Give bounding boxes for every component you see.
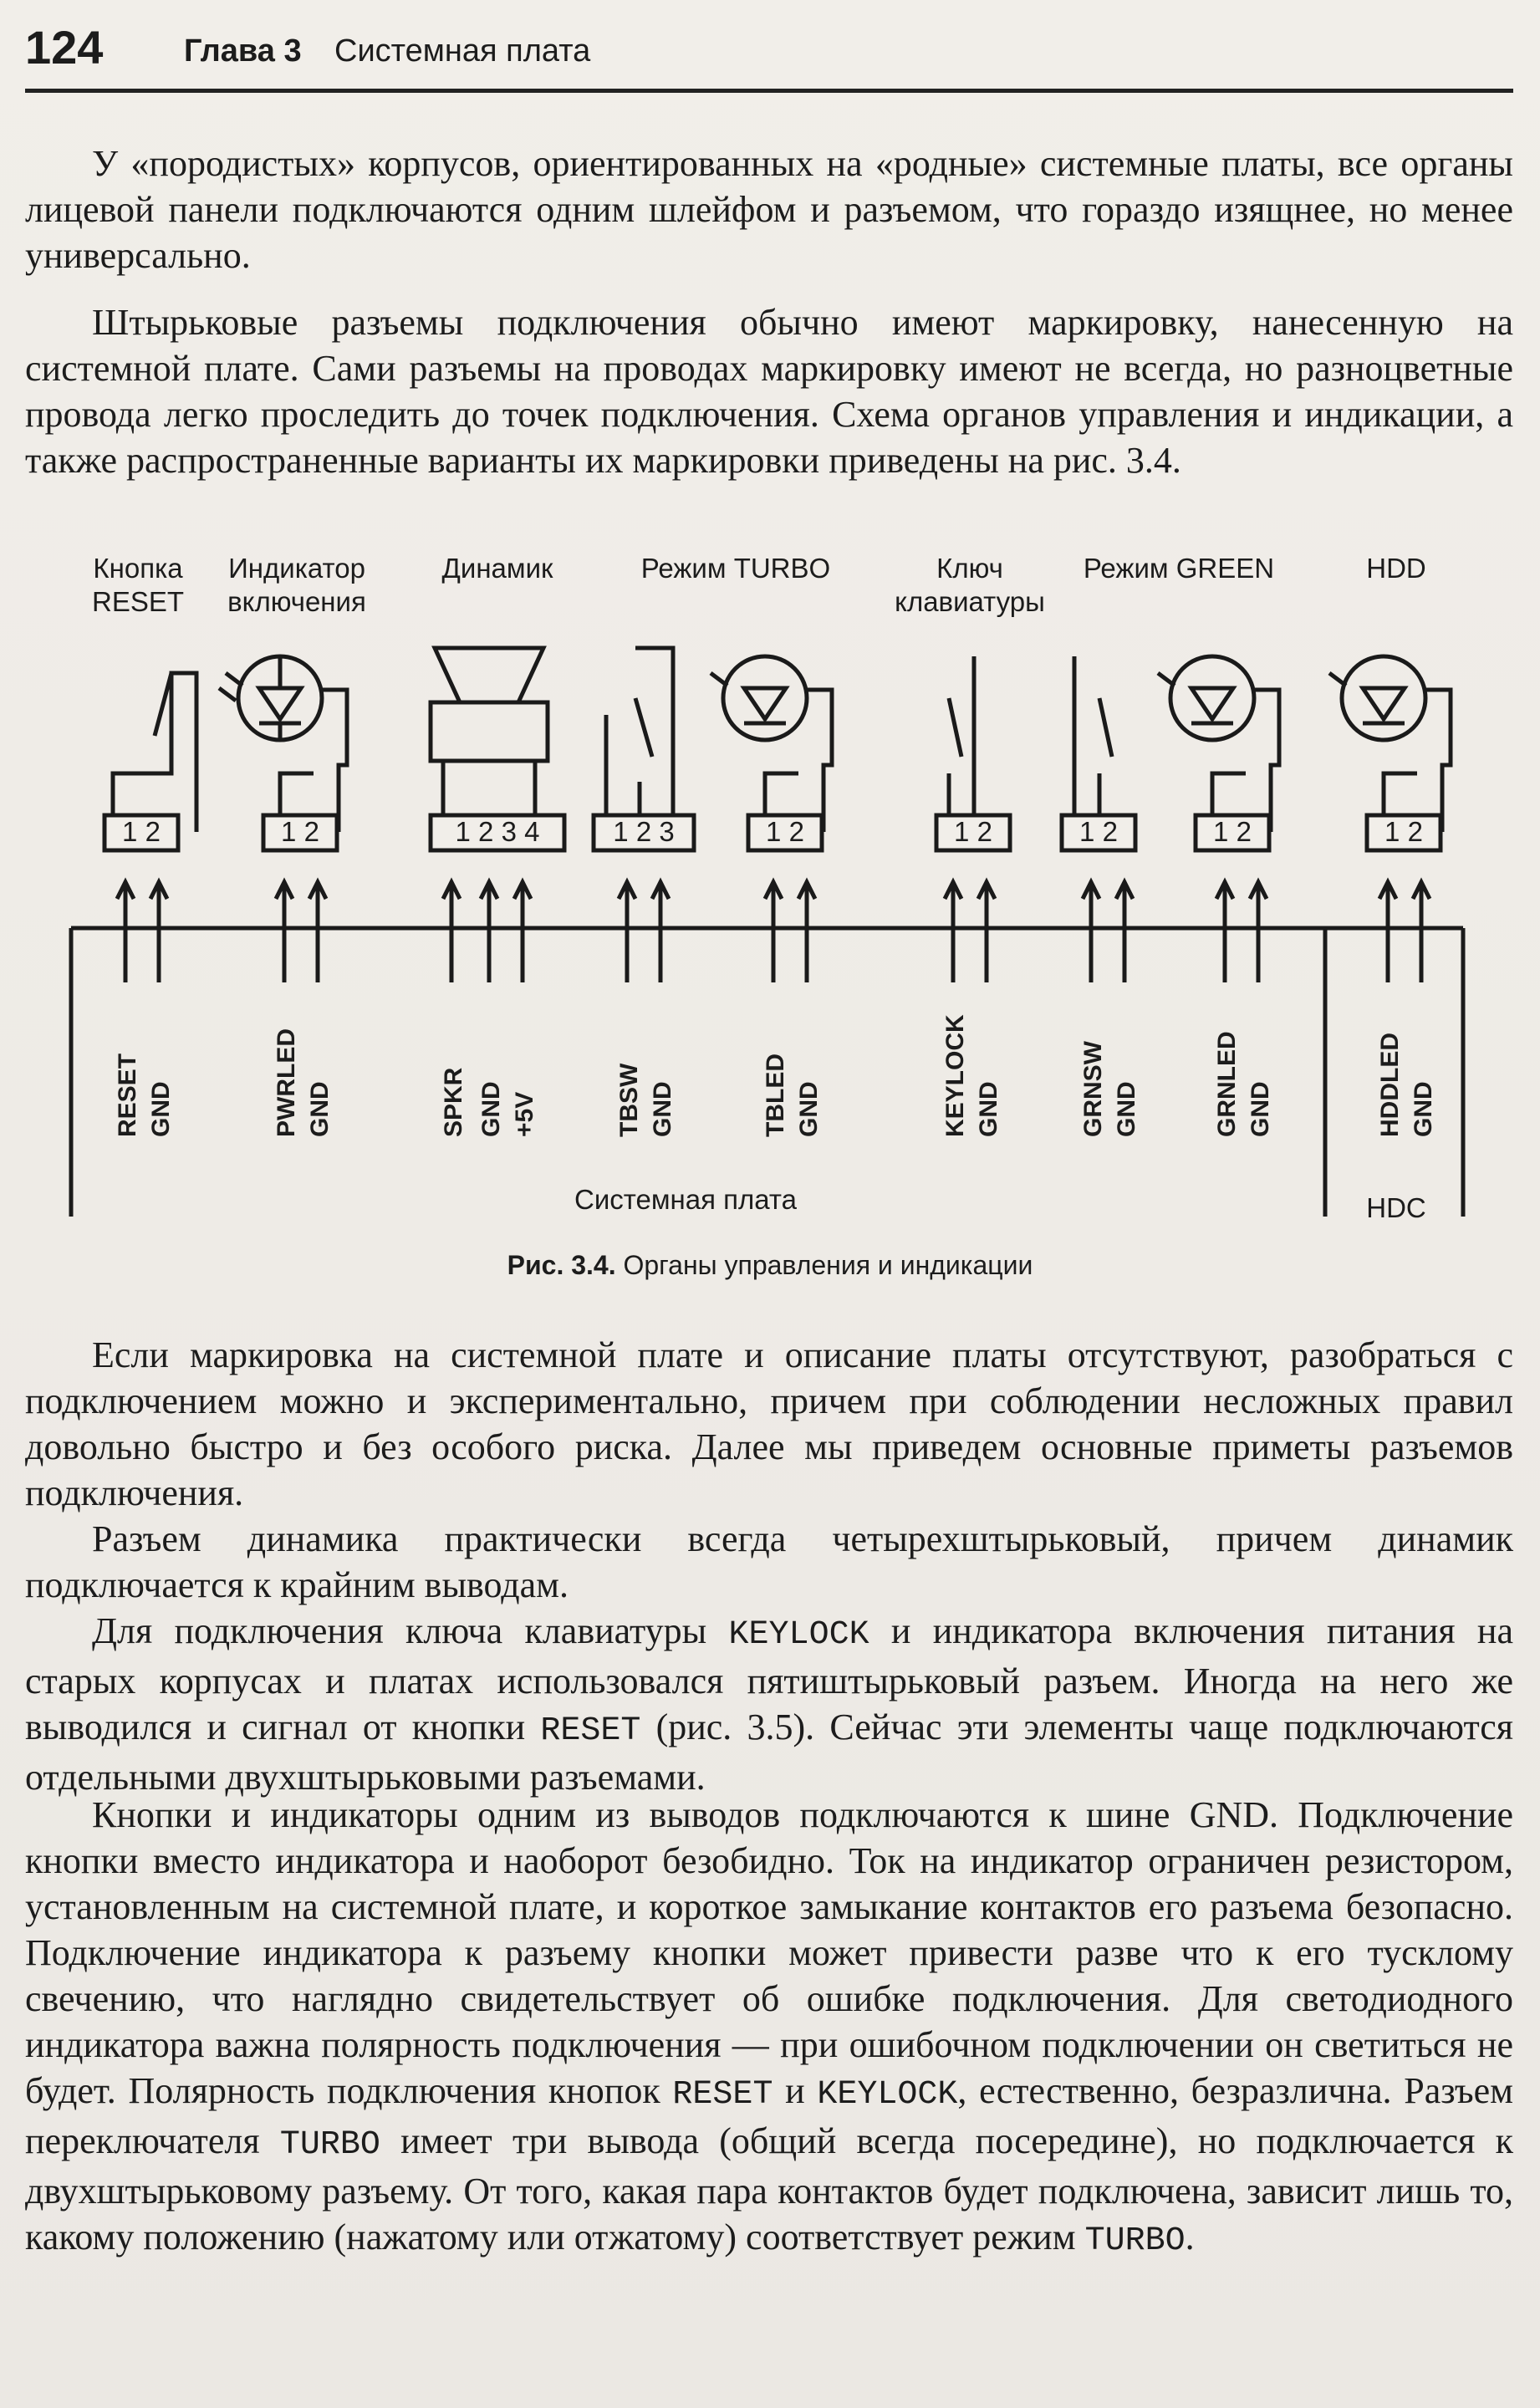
signal-label: GND [1410, 1081, 1437, 1137]
label-speaker-title: Динамик [441, 553, 553, 584]
signal-label: GND [649, 1081, 676, 1137]
paragraph-1: У «породистых» корпусов, ориентированных на «родные» системные платы, все органы лицевой панели подключаются одним шлейфом и разъемом, что гораздо изящнее, но менее универсально. [25, 143, 1513, 276]
board-label: Системная плата [574, 1184, 797, 1215]
hdc-label: HDC [1366, 1192, 1426, 1223]
signal-label: RESET [114, 1053, 141, 1137]
caption-number: Рис. 3.4. [507, 1250, 616, 1280]
signal-label: GND [975, 1081, 1002, 1137]
label-hdd-title: HDD [1366, 553, 1426, 584]
signal-label: SPKR [440, 1067, 467, 1137]
paragraph-6: Кнопки и индикаторы одним из выводов подключаются к шине GND. Подключение кнопки вместо индикатора и наоборот безобидно. Ток на индикатор ограничен резистором, установленным на системной плате, и короткое замыкание контактов его разъема безопасно. Подключение индикатора к разъему кнопки может привести разве что к его тусклому свечению, что наглядно свидетельствует об ошибке подключения. Для светодиодного индикатора важна полярность подключения — при ошибочном подключении он светиться не будет. Полярность подключения кнопок RESET и KEYLOCK, естественно, безразлична. Разъем переключателя TURBO имеет три вывода (общий всегда посередине), но подключается к двухштырьковому разъему. От того, какая пара контактов будет подключена, зависит лишь то, какому положению (нажатому или отжатому) соответствует режим TURBO. [25, 1794, 1513, 2260]
chapter-title: Системная плата [334, 33, 591, 69]
pin-numbers-speaker: 1 2 3 4 [455, 816, 540, 847]
figure-caption [0, 1250, 1540, 1281]
label-turbo-title: Режим TURBO [640, 553, 831, 584]
signal-label: TBLED [762, 1054, 789, 1137]
label-keylock-title: Ключ клавиатуры [895, 553, 1045, 617]
chapter-label: Глава 3 [184, 33, 302, 69]
signal-label: GND [1113, 1081, 1140, 1137]
caption-text: Органы управления и индикации [615, 1250, 1033, 1280]
page-number: 124 [25, 21, 104, 74]
signal-label: GRNLED [1213, 1031, 1241, 1137]
signal-label: HDDLED [1376, 1033, 1404, 1137]
signal-label: PWRLED [273, 1028, 300, 1137]
paragraph-3: Если маркировка на системной плате и описание платы отсутствуют, разобраться с подключением можно и экспериментально, причем при соблюдении несложных правил довольно быстро и без особого риска. Далее мы приведем основные приметы разъемов подключения. [25, 1334, 1513, 1513]
pin-numbers-turbo: 1 2 3 [613, 816, 675, 847]
pin-numbers-turbo-led: 1 2 [766, 816, 804, 847]
pin-numbers-reset: 1 2 [122, 816, 161, 847]
signal-label: GND [147, 1081, 175, 1137]
signal-label: +5V [511, 1091, 538, 1137]
label-green-title: Режим GREEN [1083, 553, 1275, 584]
header-rule [25, 89, 1513, 93]
pin-numbers-green-switch: 1 2 [1079, 816, 1118, 847]
signal-label: GND [477, 1081, 505, 1137]
signal-label: TBSW [615, 1063, 643, 1137]
connector-diagram [50, 548, 1488, 1250]
pin-numbers-keylock: 1 2 [954, 816, 992, 847]
signal-label: GND [306, 1081, 334, 1137]
paragraph-5: Для подключения ключа клавиатуры KEYLOCK и индикатора включения питания на старых корпусах и платах использовался пятиштырьковый разъем. Иногда на него же выводился и сигнал от кнопки RESET (рис. 3.5). Сейчас эти элементы чаще подключаются отдельными двухштырьковыми разъемами. [25, 1610, 1513, 1798]
page-header [25, 15, 1513, 84]
figure-3-4 [50, 548, 1488, 1300]
label-reset-title: Кнопка RESET [91, 553, 185, 617]
signal-label: GRNSW [1079, 1041, 1107, 1137]
paragraph-4: Разъем динамика практически всегда четырехштырьковый, причем динамик подключается к крайним выводам. [25, 1518, 1513, 1605]
pin-numbers-power: 1 2 [281, 816, 319, 847]
paragraph-2: Штырьковые разъемы подключения обычно имеют маркировку, нанесенную на системной плате. Сами разъемы на проводах маркировку имеют не всегда, но разноцветные провода легко проследить до точек подключения. Схема органов управления и индикации, а также распространенные варианты их маркировки приведены на рис. 3.4. [25, 302, 1513, 481]
label-power-title: Индикатор включения [227, 553, 366, 617]
pin-numbers-green-led: 1 2 [1213, 816, 1252, 847]
signal-label: GND [795, 1081, 823, 1137]
pin-numbers-hdd: 1 2 [1384, 816, 1423, 847]
signal-label: GND [1247, 1081, 1274, 1137]
pin-arrows [117, 882, 1430, 982]
signal-label: KEYLOCK [941, 1014, 969, 1137]
